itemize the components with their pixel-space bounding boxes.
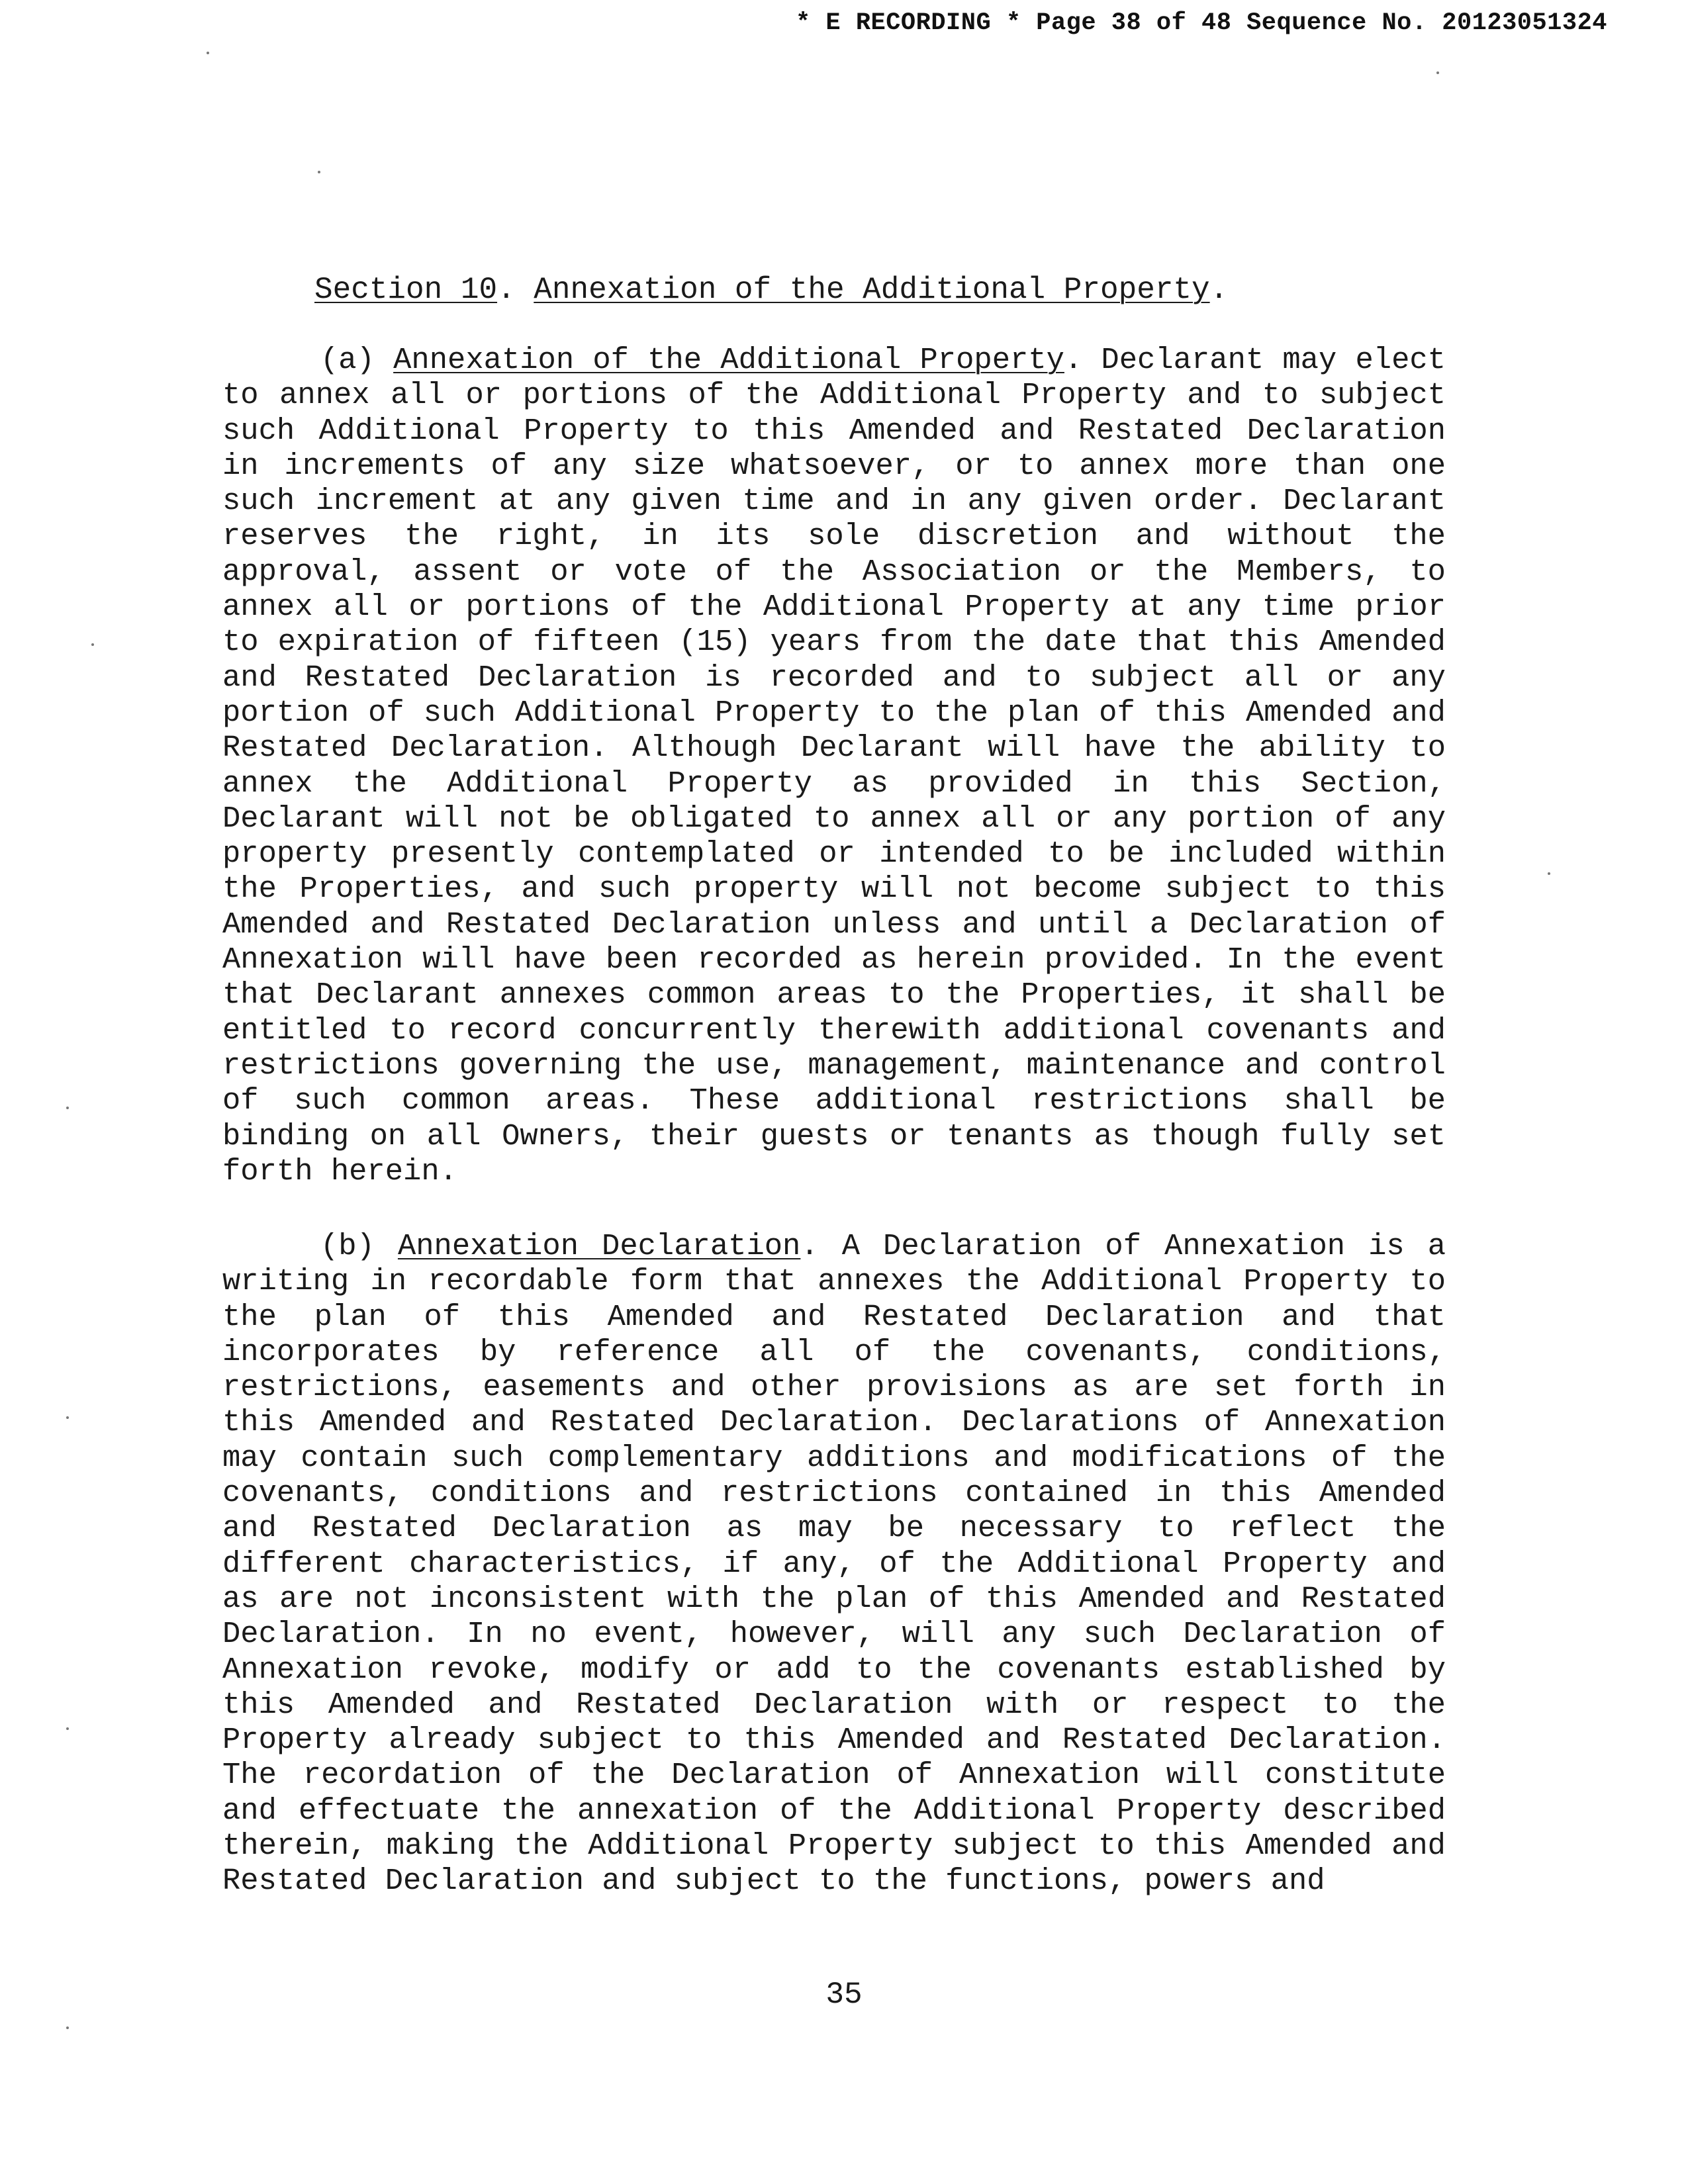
paragraph-a-title: Annexation of the Additional Property <box>393 343 1064 377</box>
scan-speck <box>66 2026 69 2029</box>
page-number: 35 <box>825 1978 863 2012</box>
paragraph-a-body: . Declarant may elect to annex all or portions of the Additional Property and to subject such Additional Property to this Amended and Restated Declaration in increments of any size whatsoever, or to annex more than one such increment at any given time and in any given order. Declarant reserves the right, in its sole discretion and without the approval, assent or vote of the Association or the Members, to annex all or portions of the Additional Property at any time prior to expiration of fifteen (15) years from the date that this Amended and Restated Declaration is recorded and to subject all or any portion of such Additional Property to the plan of this Amended and Restated Declaration. Although Declarant will have the ability to annex the Additional Property as provided in this Section, Declarant will not be obligated to annex all or any portion of any property presently contemplated or intended to be included within the Properties, and such property will not become subject to this Amended and Restated Declaration unless and until a Declaration of Annexation will have been recorded as herein provided. In the event that Declarant annexes common areas to the Properties, it shall be entitled to record concurrently therewith additional covenants and restrictions governing the use, management, maintenance and control of such common areas. These additional restrictions shall be binding on all Owners, their guests or tenants as though fully set forth herein. <box>222 343 1446 1189</box>
paragraph-b-body: . A Declaration of Annexation is a writing in recordable form that annexes the Additional Property to the plan of this Amended and Restated Declaration and that incorporates by reference all of the covenants, conditions, restrictions, easements and other provisions as are set forth in this Amended and Restated Declaration. Declarations of Annexation may contain such complementary additions and modifications of the covenants, conditions and restrictions contained in this Amended and Restated Declaration as may be necessary to reflect the different characteristics, if any, of the Additional Property and as are not inconsistent with the plan of this Amended and Restated Declaration. In no event, however, will any such Declaration of Annexation revoke, modify or add to the covenants established by this Amended and Restated Declaration with or respect to the Property already subject to this Amended and Restated Declaration. The recordation of the Declaration of Annexation will constitute and effectuate the annexation of the Additional Property described therein, making the Additional Property subject to this Amended and Restated Declaration and subject to the functions, powers and <box>222 1229 1446 1899</box>
section-heading-dot: . <box>497 273 534 307</box>
scan-speck <box>207 52 209 54</box>
scan-speck <box>66 1416 69 1419</box>
recording-header: * E RECORDING * Page 38 of 48 Sequence No. 20123051324 <box>796 9 1607 37</box>
paragraph-a <box>222 343 1446 1189</box>
paragraph-b-label: (b) <box>320 1229 375 1263</box>
section-title: Annexation of the Additional Property <box>534 273 1210 307</box>
scan-speck <box>66 1727 69 1730</box>
scan-speck <box>1436 71 1439 74</box>
section-trailing: . <box>1209 273 1229 307</box>
scan-speck <box>66 1107 69 1109</box>
section-heading <box>314 273 1228 307</box>
section-label: Section 10 <box>314 273 498 307</box>
scan-speck <box>318 171 320 173</box>
paragraph-b <box>222 1229 1446 1899</box>
scan-speck <box>1548 872 1550 875</box>
scan-speck <box>91 643 94 646</box>
paragraph-b-title: Annexation Declaration <box>397 1229 801 1263</box>
paragraph-a-label: (a) <box>320 343 375 377</box>
